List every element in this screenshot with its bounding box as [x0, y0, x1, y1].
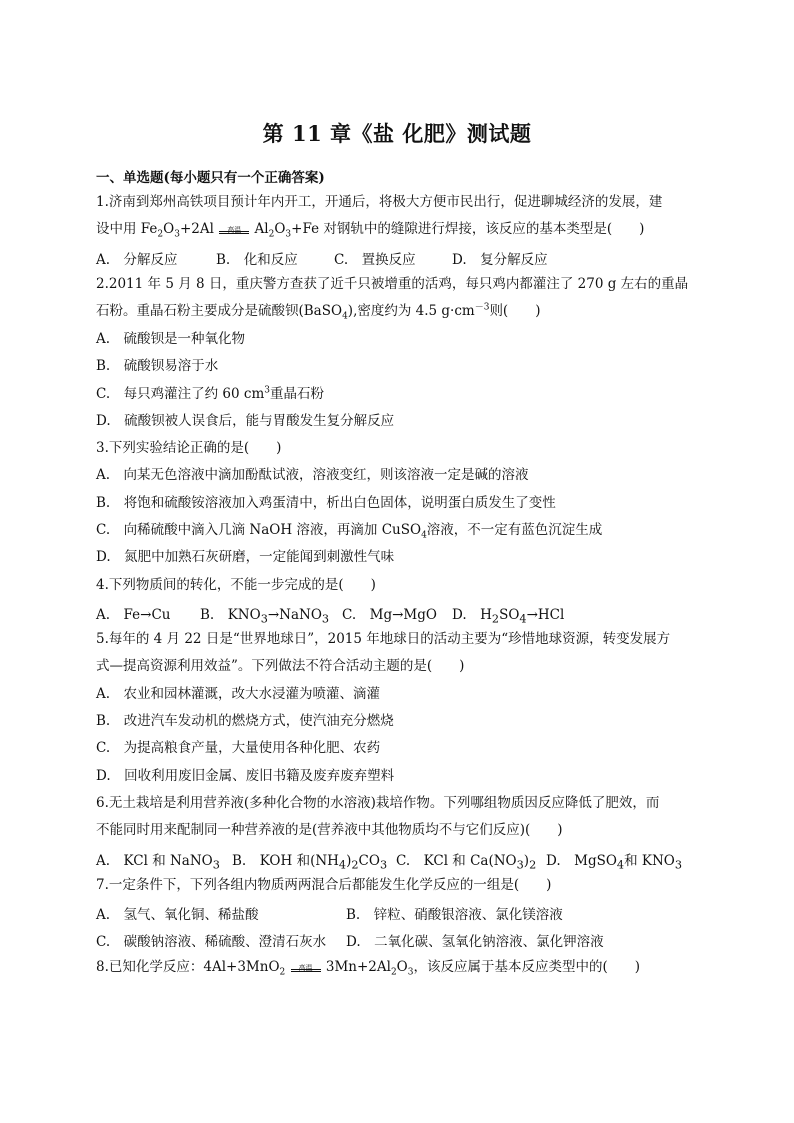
page-title: 第 11 章《盐 化肥》测试题: [262, 121, 532, 146]
question-5-line-2: 式—提高资源利用效益”。下列做法不符合活动主题的是( ): [96, 658, 465, 674]
q7-option-d: D. 二氧化碳、氢氧化钠溶液、氯化钾溶液: [346, 934, 604, 950]
q7-option-c: C. 碳酸钠溶液、稀硫酸、澄清石灰水: [96, 934, 327, 950]
question-3-line-1: 3.下列实验结论正确的是( ): [96, 440, 282, 456]
section-heading: 一、单选题(每小题只有一个正确答案): [96, 170, 325, 186]
q2-option-c: C. 每只鸡灌注了约 60 $cm^3$重晶石粉: [96, 385, 324, 402]
q3-option-c: C. 向稀硫酸中滴入几滴 NaOH 溶液，再滴加 CuSO$_4$溶液，不一定有蓝色沉淀生成: [96, 522, 603, 541]
q4-option-c: C. Mg→MgO: [342, 607, 437, 623]
q6-option-c: C. KCl 和 $Ca(NO_3)_2$: [396, 853, 537, 872]
q5-option-b: B. 改进汽车发动机的燃烧方式，使汽油充分燃烧: [96, 713, 394, 729]
q4-option-d: D. $H_2SO_4\to HCl$: [452, 607, 565, 626]
q7-option-b: B. 锌粒、硝酸银溶液、氯化镁溶液: [346, 907, 563, 923]
q2-option-a: A. 硫酸钡是一种氧化物: [96, 331, 246, 347]
q3-option-b: B. 将饱和硫酸铵溶液加入鸡蛋清中，析出白色固体，说明蛋白质发生了变性: [96, 495, 556, 511]
q1-option-d: D. 复分解反应: [452, 252, 548, 268]
question-6-line-2: 不能同时用来配制同一种营养液的是(营养液中其他物质均不与它们反应)( ): [96, 822, 563, 838]
q4-option-a: A. Fe→Cu: [96, 607, 171, 623]
q5-option-d: D. 回收利用废旧金属、废旧书籍及废弃废弃塑料: [96, 768, 395, 784]
question-7-line-1: 7.一定条件下，下列各组内物质两两混合后都能发生化学反应的一组是( ): [96, 877, 552, 893]
q2-option-b: B. 硫酸钡易溶于水: [96, 358, 219, 374]
question-1-line-1: 1.济南到郑州高铁项目预计年内开工，开通后，将极大方便市民出行，促进聊城经济的发展，建: [96, 194, 663, 210]
question-2-line-1: 2.2011 年 5 月 8 日，重庆警方查获了近千只被增重的活鸡，每只鸡内都灌注了 270 g 左右的重晶: [96, 276, 689, 292]
reaction-condition-mark: 高温: [290, 963, 322, 973]
question-5-line-1: 5.每年的 4 月 22 日是“世界地球日”，2015 年地球日的活动主要为“珍惜地球资源，转变发展方: [96, 631, 671, 647]
q1-option-b: B. 化和反应: [216, 252, 298, 268]
question-2-line-2: 石粉。重晶石粉主要成分是硫酸钡(BaSO$_4$),密度约为 4.5 $g\cdot cm^{-3}$则( ): [96, 302, 541, 322]
q5-option-a: A. 农业和园林灌溉，改大水浸灌为喷灌、滴灌: [96, 686, 381, 702]
reaction-condition-mark: 高温: [218, 225, 250, 235]
q1-option-a: A. 分解反应: [96, 252, 178, 268]
q2-option-d: D. 硫酸钡被人误食后，能与胃酸发生复分解反应: [96, 413, 395, 429]
q3-option-d: D. 氮肥中加熟石灰研磨，一定能闻到刺激性气味: [96, 549, 395, 565]
q6-option-a: A. KCl 和 NaNO$_3$: [96, 853, 220, 872]
q6-option-d: D. MgSO$_4$和 $KNO_3$: [546, 853, 683, 872]
question-4-line-1: 4.下列物质间的转化，不能一步完成的是( ): [96, 577, 376, 593]
q3-option-a: A. 向某无色溶液中滴加酚酞试液，溶液变红，则该溶液一定是碱的溶液: [96, 467, 529, 483]
q5-option-c: C. 为提高粮食产量，大量使用各种化肥、农药: [96, 740, 381, 756]
q7-option-a: A. 氢气、氧化铜、稀盐酸: [96, 907, 259, 923]
question-8-line-1: 8.已知化学反应：4Al+3MnO$_2$ 高温 $3Mn+2Al_2O_3$，该反应属于基本反应类型中的( ): [96, 959, 641, 978]
q6-option-b: B. KOH 和$(NH_4)_2CO_3$: [232, 853, 388, 872]
q4-option-b: B. $KNO_3\to NaNO_3$: [200, 607, 330, 626]
question-1-line-2: 设中用 $Fe_2O_3+2Al$ 高温 $Al_2O_3+Fe$ 对钢轨中的缝隙进行焊接，该反应的基本类型是( ): [96, 221, 645, 240]
question-6-line-1: 6.无土栽培是利用营养液(多种化合物的水溶液)栽培作物。下列哪组物质因反应降低了肥效，而: [96, 795, 660, 811]
q1-option-c: C. 置换反应: [334, 252, 416, 268]
